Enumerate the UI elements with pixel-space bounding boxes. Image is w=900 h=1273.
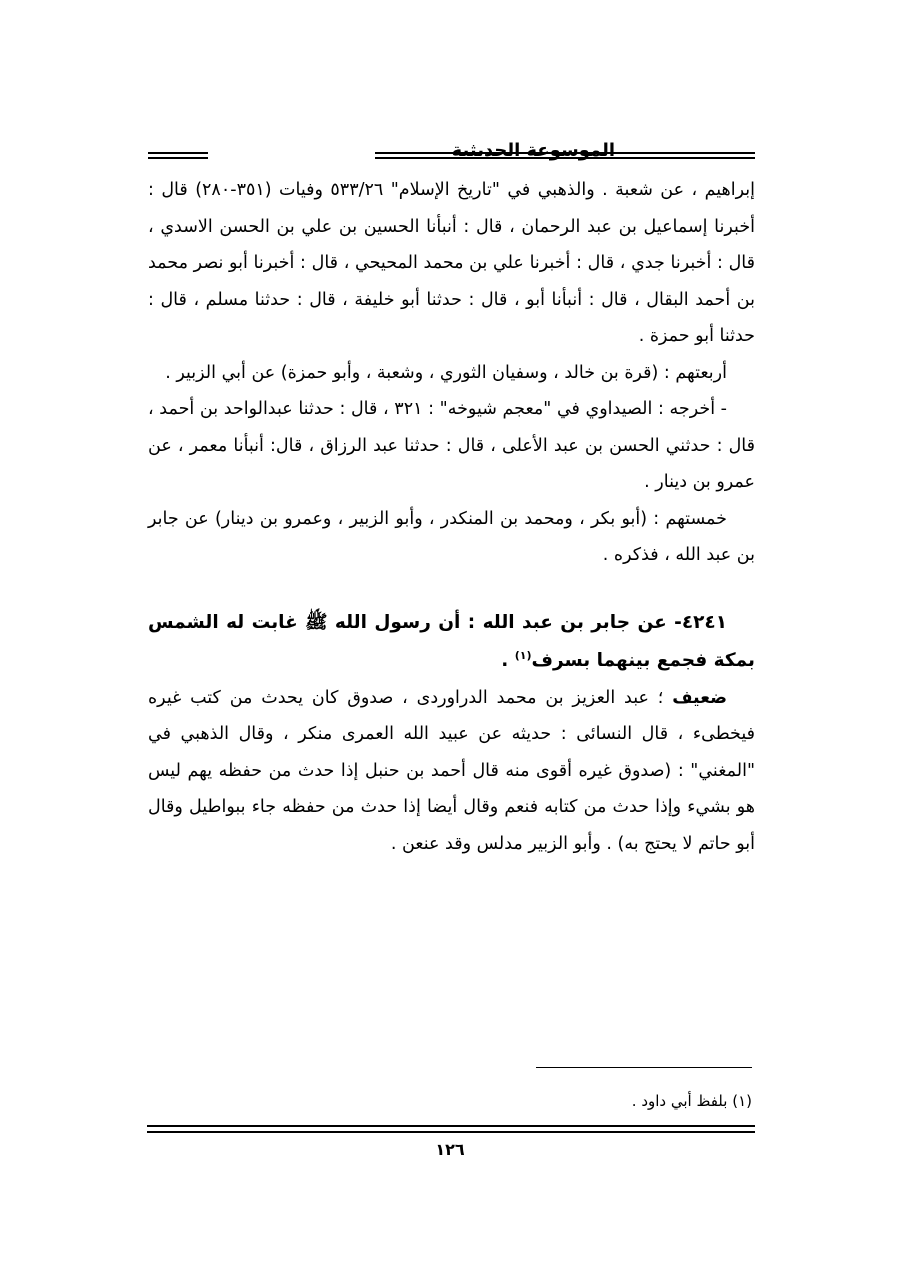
hadith-end: . <box>501 649 509 671</box>
footer-rule-bottom <box>147 1131 755 1133</box>
paragraph-takhrij: - أخرجه : الصيداوي في "معجم شيوخه" : ٣٢١ ، قال : حدثنا عبدالواحد بن أحمد ، قال : حدثني الحسن بن عبد الأعلى ، قال : حدثنا عبد الرزاق ، قال: أنبأنا معمر ، عن عمرو بن دينار . <box>148 399 755 492</box>
footnote-reference[interactable]: (١) <box>514 648 532 662</box>
header-rule-left-top <box>148 152 208 154</box>
paragraph-continuation: إبراهيم ، عن شعبة . والذهبي في "تاريخ الإسلام" ٥٣٣/٢٦ وفيات (٣٥١-٢٨٠) قال : أخبرنا إسماعيل بن عبد الرحمان ، قال : أنبأنا الحسين بن علي بن الحسن الاسدي ، قال : أخبرنا جدي ، قال : أخبرنا علي بن محمد المحيحي ، قال : أخبرنا أبو نصر محمد بن أحمد البقال ، قال : أنبأنا أبو ، قال : حدثنا أبو خليفة ، قال : حدثنا مسلم ، قال : حدثنا أبو حمزة . <box>148 180 756 346</box>
hadith-number: ٤٢٤١- <box>674 611 727 633</box>
footnote: (١) بلفظ أبي داود . <box>631 1092 752 1110</box>
footer-rule-top <box>147 1125 755 1127</box>
grading-paragraph <box>148 680 755 863</box>
grading-text: ؛ عبد العزيز بن محمد الدراوردى ، صدوق كان يحدث من كتب غيره فيخطىء ، قال النسائى : حديثه عن عبيد الله العمرى منكر ، وقال الذهبي في "المغني" : (صدوق غيره أقوى منه قال أحمد بن حنبل إذا حدث من حفظه يهم ليس هو بشيء وإذا حدث من كتابه فنعم وقال أيضا إذا حدث من حفظه جاء ببواطيل وقال أبو حاتم لا يحتج به) . وأبو الزبير مدلس وقد عنعن . <box>148 687 755 854</box>
page-number: ١٢٦ <box>435 1140 465 1159</box>
header-rule-left-bottom <box>148 157 208 159</box>
footnote-separator <box>536 1067 752 1068</box>
hadith-heading <box>148 604 755 680</box>
paragraph-five-narrators: خمستهم : (أبو بكر ، ومحمد بن المنكدر ، وأبو الزبير ، وعمرو بن دينار) عن جابر بن عبد الله ، فذكره . <box>148 508 755 565</box>
running-header <box>148 140 755 170</box>
hadith-text: عن جابر بن عبد الله : أن رسول الله ﷺ غابت له الشمس بمكة فجمع بينهما بسرف <box>148 611 755 671</box>
main-text <box>148 172 755 862</box>
header-title: الموسوعة الحديثية <box>451 140 615 161</box>
paragraph-four-narrators: أربعتهم : (قرة بن خالد ، وسفيان الثوري ، وشعبة ، وأبو حمزة) عن أبي الزبير . <box>165 362 727 383</box>
grade-label: ضعيف <box>672 687 727 708</box>
